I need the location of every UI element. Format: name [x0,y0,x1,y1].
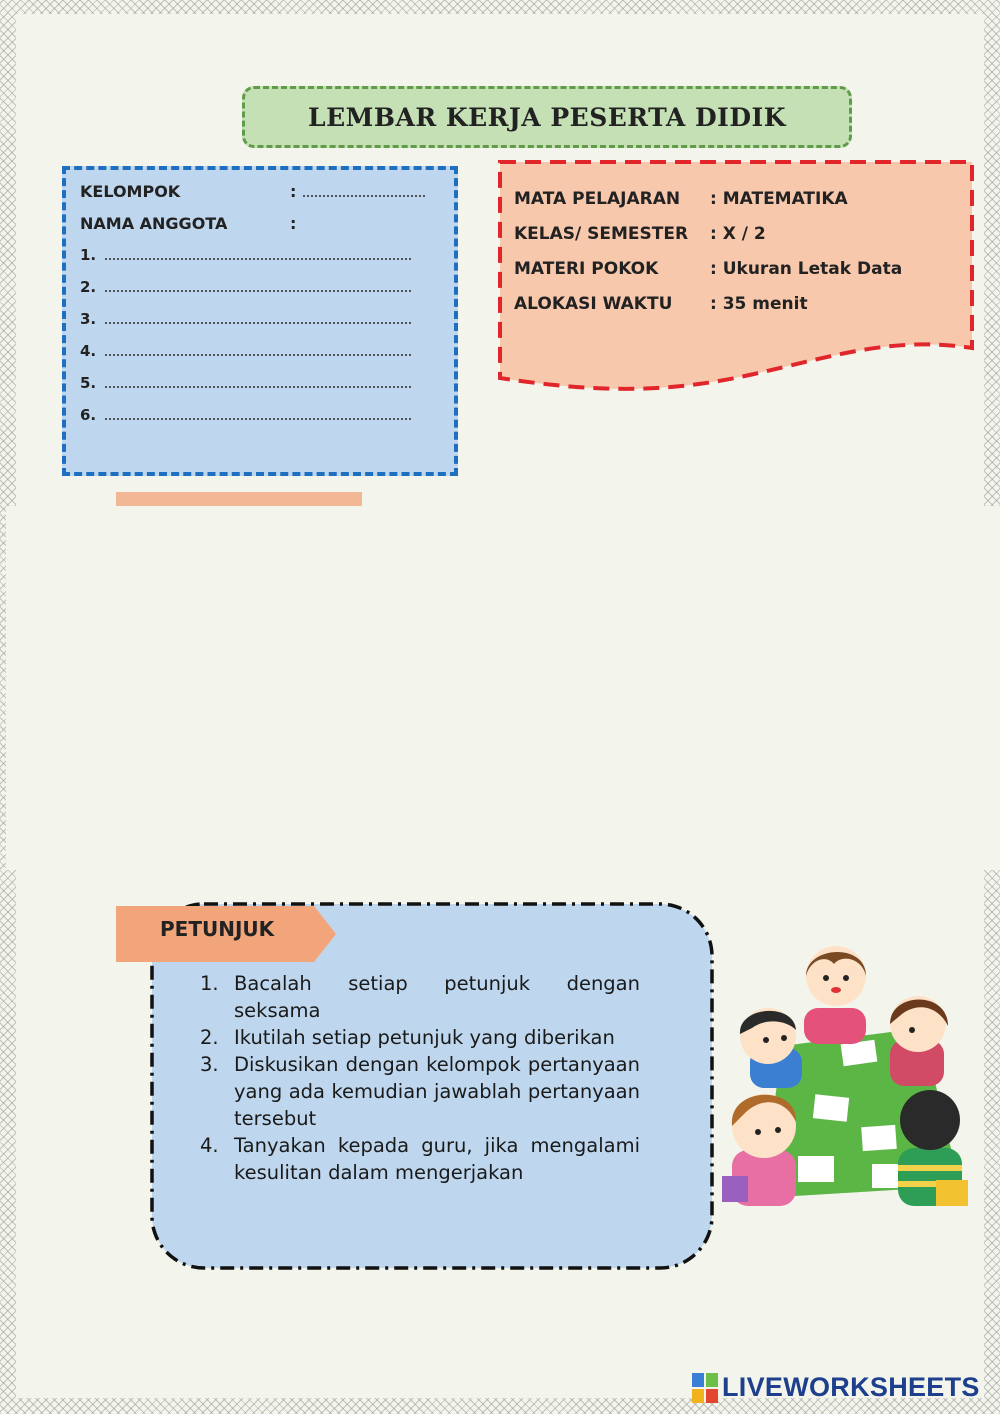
nama-anggota-colon: : [290,214,297,233]
member-input-line[interactable] [104,290,412,292]
member-row [80,374,412,392]
step-text: Tanyakan kepada guru, jika mengalami kesulitan dalam mengerjakan [234,1134,640,1184]
kelompok-colon: : [290,182,297,201]
step-item [200,970,640,1024]
petunjuk-steps [200,970,640,1186]
page-sheet-middle [6,506,1000,870]
member-number: 4. [80,342,97,360]
petunjuk-tag: PETUNJUK [160,917,275,941]
worksheet-title-text: LEMBAR KERJA PESERTA DIDIK [308,102,786,132]
member-input-line[interactable] [104,354,412,356]
students-discussion-illustration [722,936,972,1211]
member-number: 2. [80,278,97,296]
member-number: 3. [80,310,97,328]
info-value: : 35 menit [710,294,808,314]
member-input-line[interactable] [104,258,412,260]
step-item [200,1132,640,1186]
info-label: KELAS/ SEMESTER [514,224,689,244]
step-number: 1. [200,972,219,995]
step-text: Bacalah setiap petunjuk dengan seksama [234,972,640,1022]
info-value: : Ukuran Letak Data [710,259,903,279]
member-input-line[interactable] [104,386,412,388]
kelompok-input-line[interactable] [302,195,426,197]
member-input-line[interactable] [104,418,412,420]
info-row-class [514,224,766,244]
member-row [80,278,412,296]
member-row [80,246,412,264]
kelompok-row [80,182,297,201]
liveworksheets-text: LIVEWORKSHEETS [722,1372,980,1402]
step-text: Ikutilah setiap petunjuk yang diberikan [234,1026,615,1049]
group-info-box [62,166,458,476]
member-number: 5. [80,374,97,392]
info-value: : MATEMATIKA [710,189,848,209]
kelompok-label: KELOMPOK [80,182,181,201]
liveworksheets-icon [692,1373,718,1403]
step-number: 2. [200,1026,219,1049]
step-number: 4. [200,1134,219,1157]
member-input-line[interactable] [104,322,412,324]
member-number: 6. [80,406,97,424]
step-item [200,1051,640,1132]
member-row [80,406,412,424]
info-row-time [514,294,808,314]
step-text: Diskusikan dengan kelompok pertanyaan yang ada kemudian jawablah pertanyaan tersebut [234,1053,640,1130]
liveworksheets-logo[interactable] [692,1372,980,1403]
info-row-subject [514,189,848,209]
step-number: 3. [200,1053,219,1076]
step-item [200,1024,640,1051]
worksheet-title [242,86,852,148]
member-row [80,342,412,360]
info-label: MATA PELAJARAN [514,189,681,209]
orange-banner-fragment [116,492,362,506]
nama-anggota-row [80,214,297,233]
info-row-topic [514,259,903,279]
info-label: MATERI POKOK [514,259,659,279]
info-value: : X / 2 [710,224,766,244]
member-number: 1. [80,246,97,264]
member-row [80,310,412,328]
info-label: ALOKASI WAKTU [514,294,673,314]
nama-anggota-label: NAMA ANGGOTA [80,214,228,233]
